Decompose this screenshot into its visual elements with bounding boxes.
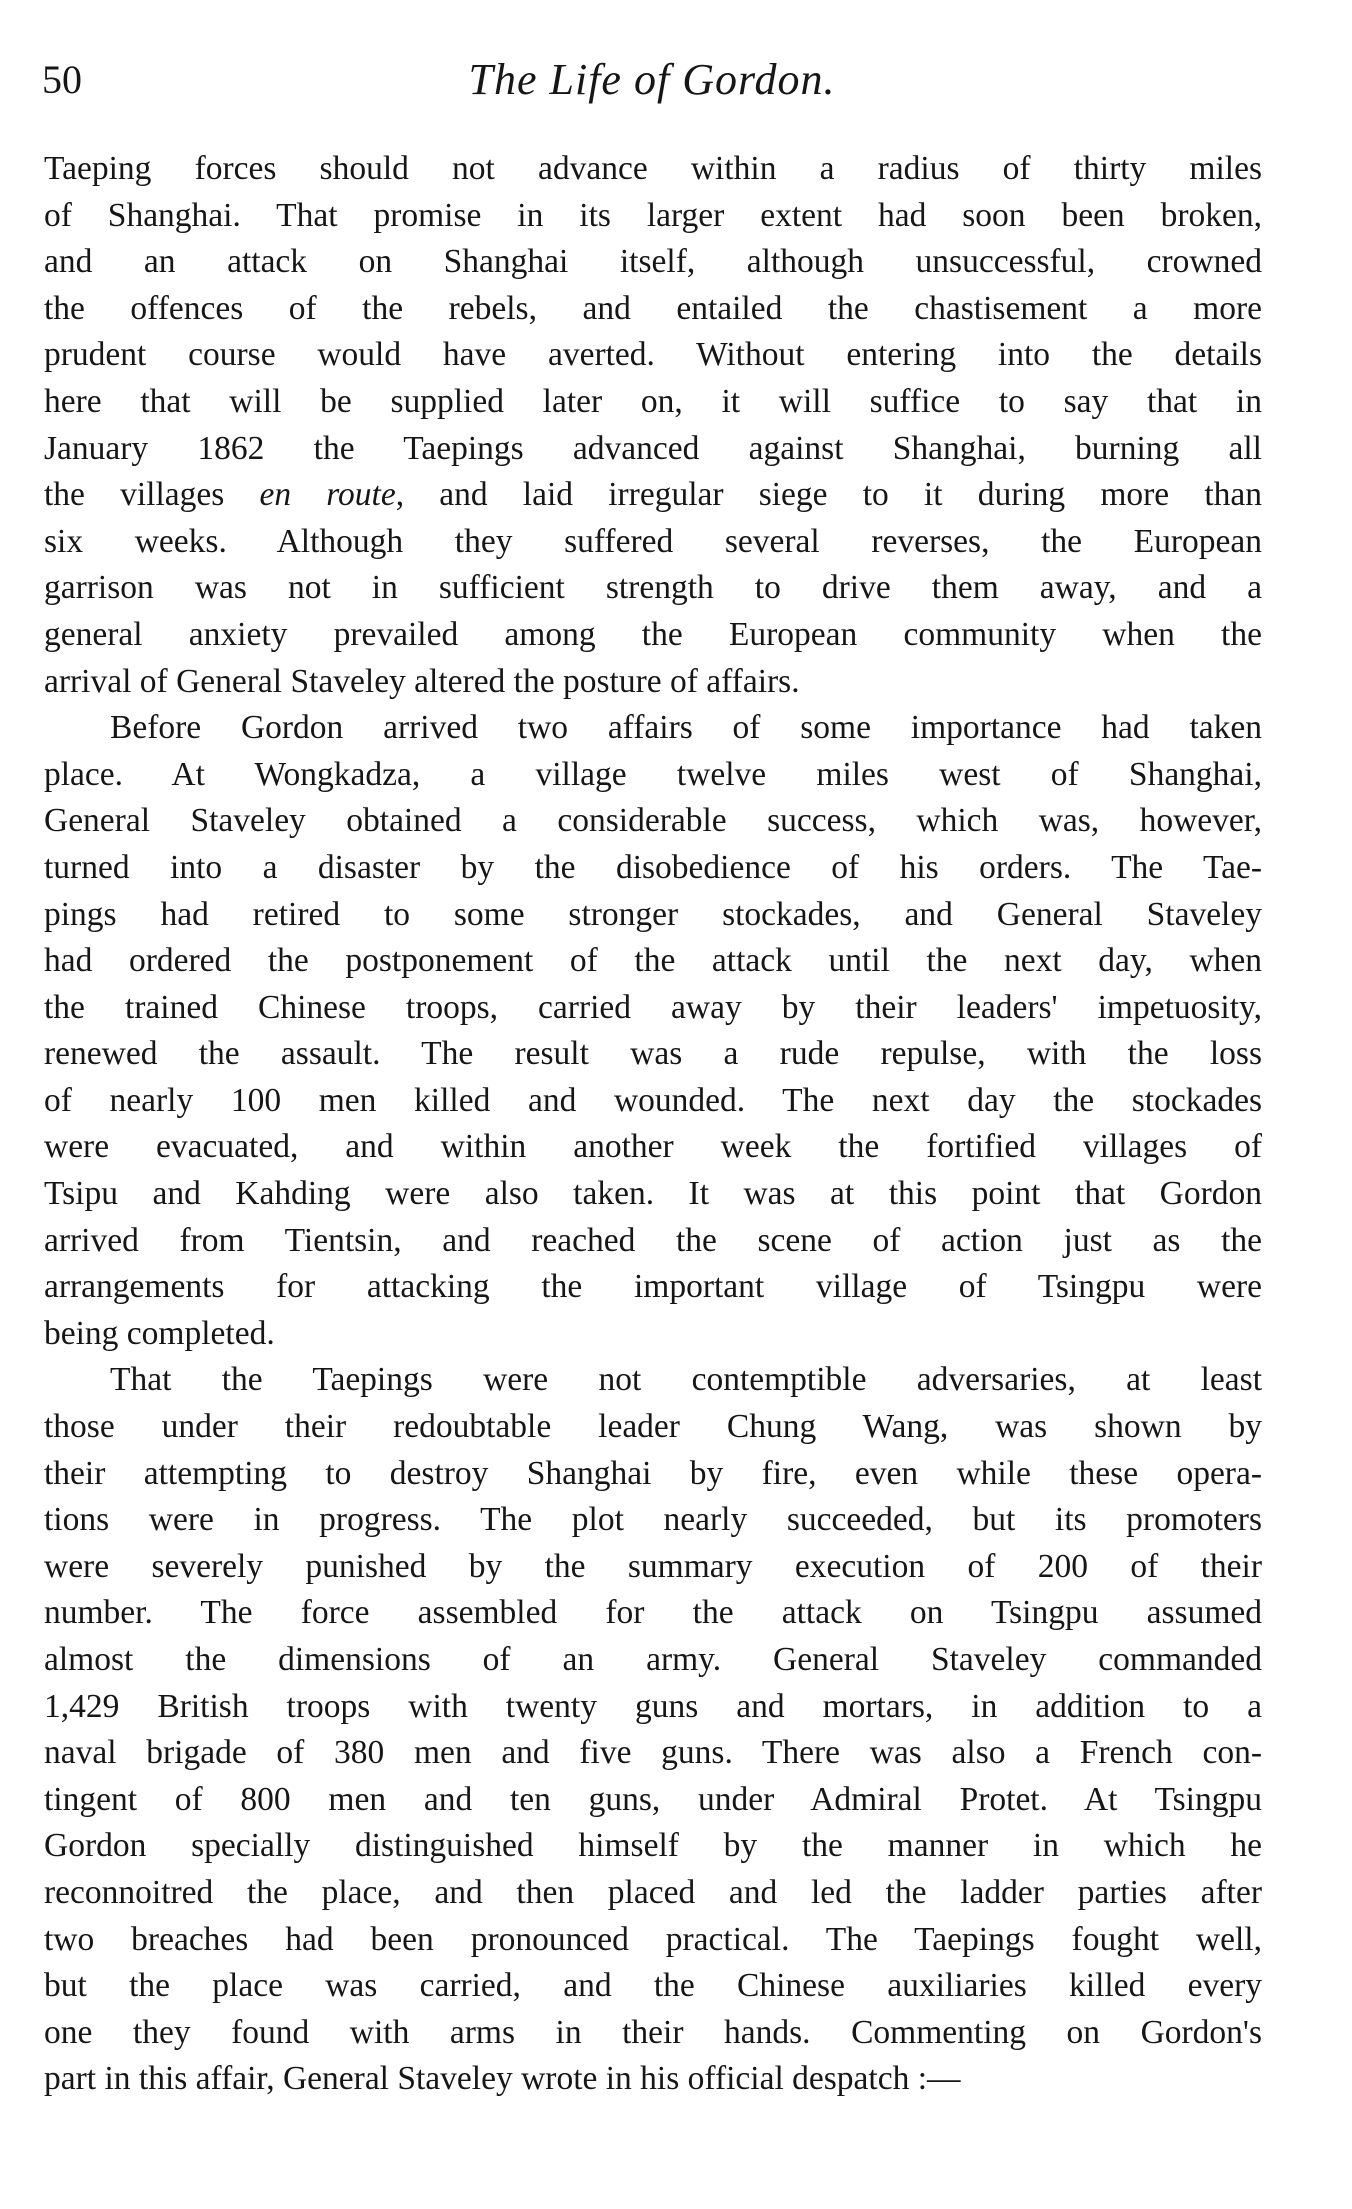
text-line: general anxiety prevailed among the European community when the [44,615,1262,653]
text-line: renewed the assault. The result was a rude repulse, with the loss [44,1035,1262,1073]
paragraph [44,146,1262,705]
paragraph [44,705,1262,1357]
text-line: pings had retired to some stronger stockades, and General Staveley [44,895,1262,933]
text-line: 1,429 British troops with twenty guns and mortars, in addition to a [44,1687,1262,1725]
page-number: 50 [42,57,82,102]
text-line: turned into a disaster by the disobedience of his orders. The Tae- [44,848,1262,886]
text-line: of Shanghai. That promise in its larger extent had soon been broken, [44,196,1262,234]
text-line: the villages en route, and laid irregular siege to it during more than [44,476,1263,514]
text-line: prudent course would have averted. Without entering into the details [44,336,1262,374]
text-line: Taeping forces should not advance within a radius of thirty miles [44,150,1262,187]
text-line: Before Gordon arrived two affairs of some importance had taken [110,709,1262,747]
text-line: number. The force assembled for the attack on Tsingpu assumed [44,1594,1262,1632]
text-line: were evacuated, and within another week the fortified villages of [44,1128,1262,1166]
text-line: almost the dimensions of an army. General Staveley commanded [44,1641,1262,1678]
text-line: and an attack on Shanghai itself, although unsuccessful, crowned [44,243,1262,281]
text-line: part in this affair, General Staveley wrote in his official despatch :— [44,2060,961,2098]
text-line: Gordon specially distinguished himself by the manner in which he [44,1827,1262,1865]
text-line: being completed. [44,1314,275,1352]
text-line: garrison was not in sufficient strength to drive them away, and a [44,569,1262,607]
page-header [42,50,1262,110]
text-line: had ordered the postponement of the attack until the next day, when [44,942,1262,980]
text-line: the trained Chinese troops, carried away by their leaders' impetuosity, [44,988,1262,1026]
text-line: reconnoitred the place, and then placed and led the ladder parties after [44,1873,1262,1911]
running-title: The Life of Gordon. [468,55,836,104]
text-line: of nearly 100 men killed and wounded. The next day the stockades [44,1081,1262,1119]
italic-phrase: en route [259,476,396,514]
text-line: arrangements for attacking the important village of Tsingpu were [44,1268,1262,1306]
text-line: those under their redoubtable leader Chung Wang, was shown by [44,1408,1262,1446]
text-line: tions were in progress. The plot nearly succeeded, but its promoters [44,1501,1262,1539]
text-line: two breaches had been pronounced practical. The Taepings fought well, [44,1920,1262,1958]
text-line: arrived from Tientsin, and reached the scene of action just as the [44,1221,1262,1259]
text-line: arrival of General Staveley altered the posture of affairs. [44,662,800,700]
text-line: their attempting to destroy Shanghai by fire, even while these opera- [44,1454,1262,1492]
paragraph [44,1357,1262,2103]
text-line: That the Taepings were not contemptible adversaries, at least [110,1361,1262,1399]
text-line: the offences of the rebels, and entailed the chastisement a more [44,289,1262,327]
text-line: but the place was carried, and the Chinese auxiliaries killed every [44,1967,1262,2005]
text-line: six weeks. Although they suffered several reverses, the European [44,522,1262,560]
text-line: General Staveley obtained a considerable success, which was, however, [44,802,1262,840]
text-line: place. At Wongkadza, a village twelve miles west of Shanghai, [44,755,1262,793]
text-line: were severely punished by the summary execution of 200 of their [44,1547,1262,1585]
text-line: one they found with arms in their hands. Commenting on Gordon's [44,2013,1262,2051]
text-line: Tsipu and Kahding were also taken. It was at this point that Gordon [44,1175,1262,1213]
body-text [44,146,1262,2103]
text-line: here that will be supplied later on, it will suffice to say that in [44,382,1262,420]
text-line: naval brigade of 380 men and five guns. There was also a French con- [44,1734,1262,1772]
text-line: January 1862 the Taepings advanced against Shanghai, burning all [44,429,1262,467]
text-line: tingent of 800 men and ten guns, under Admiral Protet. At Tsingpu [44,1780,1262,1818]
